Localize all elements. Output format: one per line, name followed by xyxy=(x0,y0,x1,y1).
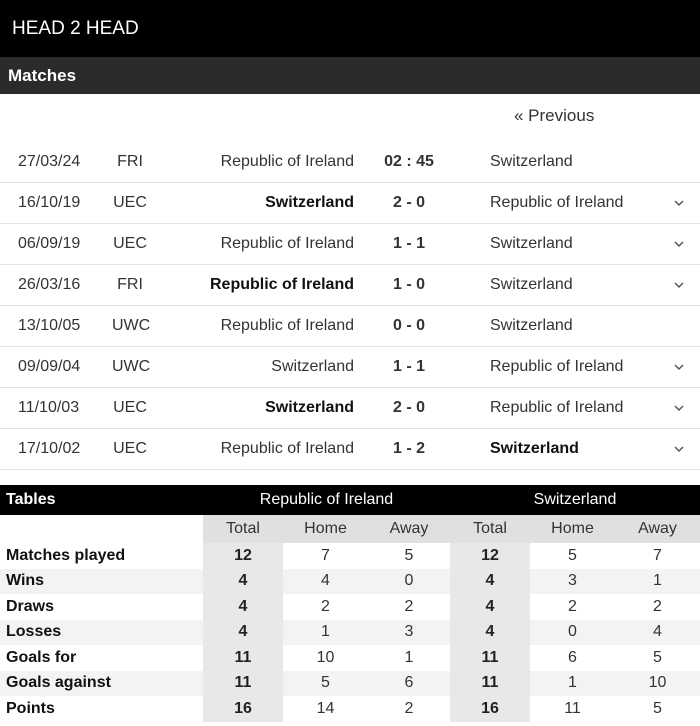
match-away-team: Switzerland xyxy=(490,276,573,293)
match-home-team: Republic of Ireland xyxy=(209,276,354,293)
stat-value: 3 xyxy=(530,569,615,595)
chevron-down-icon[interactable] xyxy=(672,442,686,456)
team2-header: Switzerland xyxy=(450,485,700,515)
chevron-down-icon[interactable] xyxy=(672,278,686,292)
stat-value: 11 xyxy=(203,671,283,697)
chevron-down-icon[interactable] xyxy=(672,237,686,251)
header-bar xyxy=(0,0,700,57)
stat-value: 5 xyxy=(653,648,662,666)
stat-value: 2 xyxy=(404,699,414,717)
match-row[interactable] xyxy=(0,224,700,265)
stats-row xyxy=(0,696,700,722)
match-home-team: Switzerland xyxy=(265,194,354,211)
match-home-team: Republic of Ireland xyxy=(220,235,354,252)
stat-label: Losses xyxy=(0,620,203,646)
match-date: 27/03/24 xyxy=(18,153,81,170)
stat-value: 3 xyxy=(368,620,450,646)
stat-value: 0 xyxy=(368,569,450,595)
match-away-team: Switzerland xyxy=(490,317,573,334)
stat-value: 1 xyxy=(530,671,615,697)
stats-row xyxy=(0,645,700,671)
stat-value: 1 xyxy=(283,620,368,646)
match-competition: UWC xyxy=(112,317,151,334)
match-score: 1 - 0 xyxy=(392,276,425,293)
match-date: 11/10/03 xyxy=(18,399,80,416)
match-away-team: Switzerland xyxy=(490,235,573,252)
stat-value: 5 xyxy=(653,699,662,717)
match-score: 1 - 2 xyxy=(392,440,425,457)
stat-value: 11 xyxy=(450,671,530,697)
match-score: 2 - 0 xyxy=(392,399,425,416)
stats-row xyxy=(0,569,700,595)
tables-title: Tables xyxy=(0,485,203,515)
chevron-down-icon[interactable] xyxy=(672,196,686,210)
match-away-team: Republic of Ireland xyxy=(490,399,624,416)
stat-value: 16 xyxy=(450,696,530,722)
col-total-1: Total xyxy=(203,515,283,543)
stat-value: 14 xyxy=(316,699,335,717)
match-date: 13/10/05 xyxy=(18,317,81,334)
col-total-2: Total xyxy=(450,515,530,543)
col-away-2: Away xyxy=(615,515,700,543)
stat-value: 2 xyxy=(568,597,577,615)
subheader-empty xyxy=(0,515,203,543)
stat-value: 16 xyxy=(203,696,283,722)
previous-button[interactable]: « Previous xyxy=(514,106,595,125)
stat-value: 4 xyxy=(450,620,530,646)
stat-value: 6 xyxy=(568,648,577,666)
stat-value: 10 xyxy=(316,648,335,666)
stat-value: 4 xyxy=(450,594,530,620)
stat-label: Goals for xyxy=(6,648,77,666)
chevron-down-icon[interactable] xyxy=(672,401,686,415)
stats-header-row xyxy=(0,485,700,515)
match-row[interactable] xyxy=(0,142,700,183)
stat-value: 4 xyxy=(203,569,283,595)
stat-value: 5 xyxy=(283,671,368,697)
match-score: 2 - 0 xyxy=(392,194,425,211)
match-competition: FRI xyxy=(117,153,143,170)
stats-row xyxy=(0,543,700,569)
chevron-down-icon[interactable] xyxy=(672,360,686,374)
stat-value: 6 xyxy=(368,671,450,697)
matches-title: Matches xyxy=(8,65,77,85)
stat-label: Draws xyxy=(6,597,55,615)
match-score: 1 - 1 xyxy=(392,358,425,375)
team1-header: Republic of Ireland xyxy=(203,485,450,515)
stat-value: 1 xyxy=(404,648,414,666)
match-competition: FRI xyxy=(117,276,143,293)
match-away-team: Switzerland xyxy=(490,153,573,170)
stat-label: Wins xyxy=(0,569,203,595)
col-home-1: Home xyxy=(283,515,368,543)
stat-label: Points xyxy=(6,699,55,717)
match-score: 0 - 0 xyxy=(392,317,425,334)
stat-value: 11 xyxy=(450,645,530,671)
match-date: 17/10/02 xyxy=(18,440,81,457)
matches-list xyxy=(0,142,700,470)
stat-value: 4 xyxy=(283,569,368,595)
col-home-2: Home xyxy=(530,515,615,543)
match-date: 26/03/16 xyxy=(18,276,81,293)
stat-value: 4 xyxy=(203,620,283,646)
match-row[interactable] xyxy=(0,306,700,347)
stat-value: 11 xyxy=(203,645,283,671)
match-home-team: Switzerland xyxy=(265,399,354,416)
match-home-team: Republic of Ireland xyxy=(220,317,354,334)
match-row[interactable] xyxy=(0,347,700,388)
match-home-team: Republic of Ireland xyxy=(220,440,354,457)
match-competition: UEC xyxy=(113,194,147,211)
stat-value: 12 xyxy=(203,543,283,569)
stats-subheader-row xyxy=(0,515,700,543)
match-home-team: Republic of Ireland xyxy=(220,153,354,170)
stat-value: 7 xyxy=(321,546,330,564)
stat-value: 2 xyxy=(404,597,414,615)
match-competition: UEC xyxy=(113,440,147,457)
match-score: 1 - 1 xyxy=(392,235,425,252)
stat-value: 4 xyxy=(203,594,283,620)
match-row[interactable] xyxy=(0,429,700,470)
match-away-team: Republic of Ireland xyxy=(490,194,624,211)
match-row[interactable] xyxy=(0,388,700,429)
match-away-team: Switzerland xyxy=(490,440,579,457)
stats-row xyxy=(0,620,700,646)
stats-row xyxy=(0,671,700,697)
match-competition: UEC xyxy=(113,235,147,252)
stat-value: 2 xyxy=(653,597,662,615)
stats-row xyxy=(0,594,700,620)
stat-value: 5 xyxy=(404,546,414,564)
match-score: 02 : 45 xyxy=(384,153,434,170)
matches-section-header xyxy=(0,57,700,94)
match-date: 06/09/19 xyxy=(18,235,81,252)
stat-value: 5 xyxy=(568,546,577,564)
stat-value: 12 xyxy=(450,543,530,569)
match-competition: UWC xyxy=(112,358,151,375)
stat-value: 1 xyxy=(615,569,700,595)
stat-label: Goals against xyxy=(0,671,203,697)
match-date: 09/09/04 xyxy=(18,358,81,375)
match-date: 16/10/19 xyxy=(18,194,81,211)
stats-table xyxy=(0,485,700,722)
stat-value: 4 xyxy=(450,569,530,595)
col-away-1: Away xyxy=(368,515,450,543)
stat-value: 7 xyxy=(653,546,662,564)
match-row[interactable] xyxy=(0,183,700,224)
stat-value: 10 xyxy=(615,671,700,697)
match-home-team: Switzerland xyxy=(271,358,354,375)
stat-value: 0 xyxy=(530,620,615,646)
pagination-row xyxy=(0,94,700,142)
match-away-team: Republic of Ireland xyxy=(490,358,624,375)
stat-label: Matches played xyxy=(6,546,126,564)
stat-value: 11 xyxy=(564,699,581,717)
stat-value: 2 xyxy=(321,597,330,615)
page-title: HEAD 2 HEAD xyxy=(12,17,139,39)
match-competition: UEC xyxy=(113,399,147,416)
match-row[interactable] xyxy=(0,265,700,306)
stat-value: 4 xyxy=(615,620,700,646)
